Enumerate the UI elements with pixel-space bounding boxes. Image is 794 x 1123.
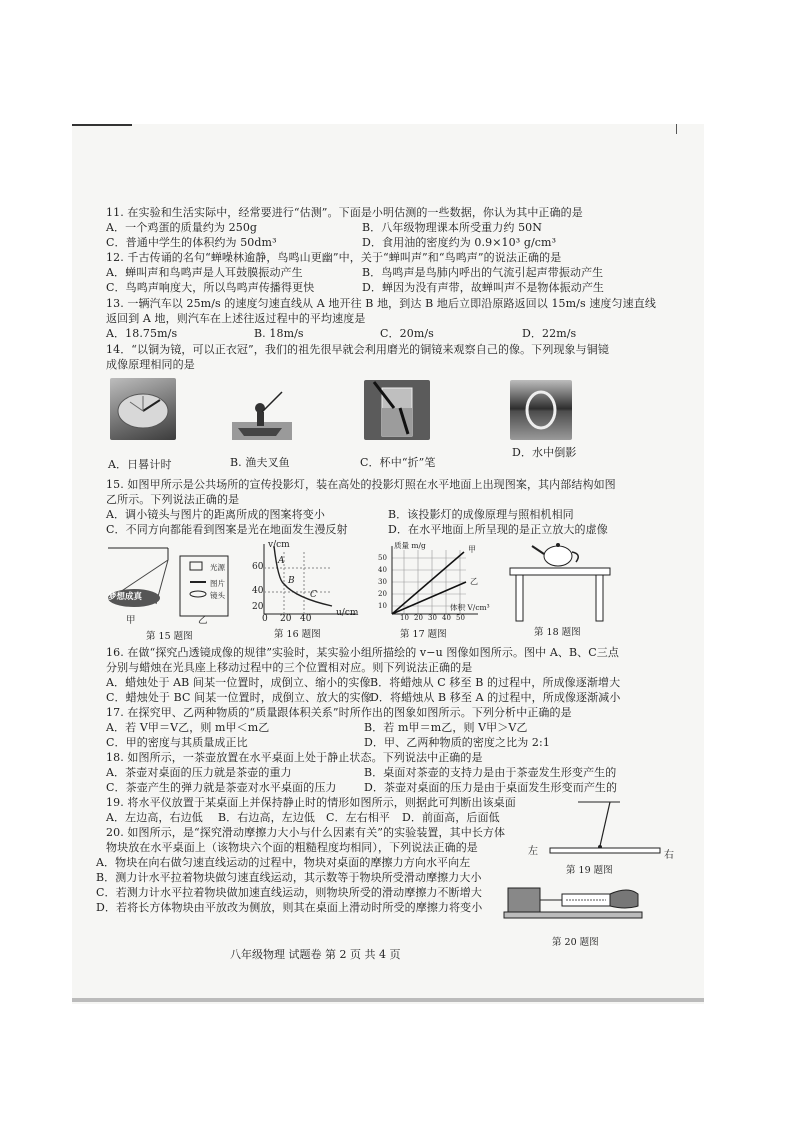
q13-option-c: C．20m/s	[380, 327, 434, 340]
page-footer: 八年级物理 试题卷 第 2 页 共 4 页	[230, 948, 401, 961]
q12-option-b: B．鸟鸣声是鸟肺内呼出的气流引起声带振动产生	[362, 266, 604, 279]
fisherman-icon	[232, 390, 292, 440]
fig18-teapot-table	[506, 540, 614, 622]
q17-stem: 17. 在探究甲、乙两种物质的“质量跟体积关系”时所作出的图象如图所示。下列分析中正确的是	[106, 706, 572, 719]
q16-option-c: C．蜡烛处于 BC 间某一位置时，成倒立、放大的实像	[106, 691, 372, 704]
fig16-point-a: A	[278, 556, 285, 566]
sundial-photo	[110, 378, 176, 440]
fig17-ytick-10: 10	[378, 602, 387, 610]
fig16-vu-graph	[252, 540, 362, 624]
fig16-xtick-20: 20	[280, 614, 292, 624]
fig17-ytick-50: 50	[378, 554, 387, 562]
q11-option-d: D．食用油的密度约为 0.9×10³ g/cm³	[362, 236, 557, 249]
sundial-icon	[110, 378, 176, 440]
q15-stem-line1: 15. 如图甲所示是公共场所的宣传投影灯，装在高处的投影灯照在水平地面上出现图案，其内部结构如图	[106, 478, 616, 491]
q20-option-a: A．物块在向右做匀速直线运动的过程中，物块对桌面的摩擦力方向水平向左	[96, 856, 471, 869]
fig15-label-yi: 乙	[198, 615, 208, 626]
q12-option-d: D．蝉因为没有声带，故蝉叫声不是物体振动产生	[362, 281, 605, 294]
q20-stem-line1: 20. 如图所示，是“探究滑动摩擦力大小与什么因素有关”的实验装置，其中长方体	[106, 826, 506, 839]
fig17-xtick-40: 40	[442, 614, 451, 622]
friction-setup-svg	[500, 876, 646, 928]
q19-stem: 19. 将水平仪放置于某桌面上并保持静止时的情形如图所示，则据此可判断出该桌面	[106, 796, 516, 809]
q12-stem: 12. 千古传诵的名句“蝉噪林逾静，鸟鸣山更幽”中，关于“蝉叫声”和“鸟鸣声”的说法正确的是	[106, 251, 562, 264]
q11-option-b: B．八年级物理课本所受重力约 50N	[362, 221, 543, 234]
q16-stem-line1: 16. 在做“探究凸透镜成像的规律”实验时，某实验小组所描绘的 v−u 图像如图所示。图中 A、B、C三点	[106, 646, 619, 659]
q18-option-a: A．茶壶对桌面的压力就是茶壶的重力	[106, 766, 292, 779]
fig17-xtick-10: 10	[400, 614, 409, 622]
fig16-ytick-20: 20	[252, 602, 264, 612]
fig19-level	[520, 794, 680, 861]
fig15-part-lens: 镜头	[210, 591, 225, 600]
q13-option-d: D．22m/s	[522, 327, 577, 340]
fig17-ytick-40: 40	[378, 566, 387, 574]
fig17-caption: 第 17 题图	[400, 629, 447, 640]
q19-option-d: D．前面高，后面低	[402, 811, 500, 824]
fig19-caption: 第 19 题图	[566, 865, 613, 876]
q12-option-c: C．鸟鸣声响度大，所以鸟鸣声传播得更快	[106, 281, 315, 294]
fig15-sign-text: 梦想成真	[108, 592, 143, 602]
fig17-ytick-20: 20	[378, 590, 387, 598]
q13-stem-line1: 13. 一辆汽车以 25m/s 的速度匀速直线从 A 地开往 B 地，到达 B 地后立即沿原路返回以 15m/s 速度匀速直线	[106, 297, 656, 310]
q15-stem-line2: 乙所示。下列说法正确的是	[106, 493, 240, 506]
fig16-ylabel: v/cm	[268, 540, 290, 550]
q13-option-b: B. 18m/s	[254, 327, 304, 340]
q11-option-a: A．一个鸡蛋的质量约为 250g	[106, 221, 258, 234]
fig16-xlabel: u/cm	[336, 608, 359, 618]
fig17-ylabel: 质量 m/g	[394, 541, 426, 550]
level-svg	[520, 794, 680, 856]
fig17-series-yi: 乙	[470, 577, 478, 586]
fig17-ytick-30: 30	[378, 578, 387, 586]
fig19-right-label: 右	[664, 850, 674, 861]
q15-option-d: D．在水平地面上所呈现的是正立放大的虚像	[388, 523, 608, 536]
fig16-caption: 第 16 题图	[274, 629, 321, 640]
cup-pencil-photo	[364, 380, 430, 440]
q13-stem-line2: 返回到 A 地，则汽车在上述往返过程中的平均速度是	[106, 312, 366, 325]
q12-option-a: A．蝉叫声和鸟鸣声是人耳鼓膜振动产生	[106, 266, 303, 279]
q16-option-b: B．将蜡烛从 C 移至 B 的过程中，所成像逐渐增大	[370, 676, 621, 689]
q15-option-a: A．调小镜头与图片的距离所成的图案将变小	[106, 508, 325, 521]
q15-option-c: C．不同方向都能看到图案是光在地面发生漫反射	[106, 523, 348, 536]
q14-option-a: A．日晷计时	[108, 458, 172, 471]
fig16-xtick-0: 0	[262, 614, 268, 624]
q18-option-b: B．桌面对茶壶的支持力是由于茶壶发生形变产生的	[364, 766, 617, 779]
q14-option-d: D．水中倒影	[512, 446, 577, 459]
q18-stem: 18. 如图所示，一茶壶放置在水平桌面上处于静止状态。下列说法中正确的是	[106, 751, 483, 764]
fig17-xtick-30: 30	[428, 614, 437, 622]
fig15-caption: 第 15 题图	[146, 631, 193, 642]
q17-option-d: D．甲、乙两种物质的密度之比为 2:1	[364, 736, 550, 749]
q20-stem-line2: 物块放在水平桌面上（该物块六个面的粗糙程度均相同），下列说法正确的是	[106, 841, 478, 854]
fig15-part-slide: 图片	[210, 579, 225, 588]
q18-option-d: D．茶壶对桌面的压力是由于桌面发生形变而产生的	[364, 781, 618, 794]
bent-pencil-icon	[364, 380, 430, 440]
fig20-caption: 第 20 题图	[552, 937, 599, 948]
q14-option-b: B. 渔夫叉鱼	[230, 456, 290, 469]
q20-option-d: D．若将长方体物块由平放改为侧放，则其在桌面上滑动时所受的摩擦力将变小	[96, 901, 483, 914]
top-rule	[72, 124, 132, 126]
q17-option-b: B．若 m甲＝m乙，则 V甲＞V乙	[364, 721, 528, 734]
fig17-mass-volume-graph	[378, 540, 490, 622]
q11-option-c: C．普通中学生的体积约为 50dm³	[106, 236, 277, 249]
q17-option-a: A．若 V甲＝V乙，则 m甲＜m乙	[106, 721, 270, 734]
q19-option-a: A．左边高，右边低	[106, 811, 203, 824]
fig17-xtick-20: 20	[414, 614, 423, 622]
fig16-xtick-40: 40	[300, 614, 312, 624]
q17-option-c: C．甲的密度与其质量成正比	[106, 736, 248, 749]
q20-option-c: C．若测力计水平拉着物块做加速直线运动，则物块所受的滑动摩擦力不断增大	[96, 886, 482, 899]
fig15-label-jia: 甲	[126, 615, 136, 626]
q16-option-a: A．蜡烛处于 AB 间某一位置时，成倒立、缩小的实像	[106, 676, 371, 689]
fisherman-photo	[232, 390, 292, 440]
fig17-xtick-50: 50	[456, 614, 465, 622]
fig16-point-b: B	[288, 576, 295, 586]
q19-option-c: C．左右相平	[326, 811, 391, 824]
fig17-xlabel: 体积 V/cm³	[450, 603, 490, 612]
fig16-ytick-40: 40	[252, 586, 264, 596]
q18-option-c: C．茶壶产生的弹力就是茶壶对水平桌面的压力	[106, 781, 337, 794]
q20-option-b: B．测力计水平拉着物块做匀速直线运动，其示数等于物块所受滑动摩擦力大小	[96, 871, 482, 884]
q15-option-b: B．该投影灯的成像原理与照相机相同	[388, 508, 574, 521]
q14-stem-line2: 成像原理相同的是	[106, 358, 195, 371]
q11-stem: 11. 在实验和生活实际中，经常要进行“估测”。下面是小明估测的一些数据，你认为其中正确的是	[106, 206, 583, 219]
fig16-point-c: C	[310, 590, 317, 600]
q14-option-c: C．杯中“折”笔	[360, 456, 436, 469]
fig15-part-light: 光源	[210, 563, 225, 572]
fig17-series-jia: 甲	[468, 545, 476, 554]
bottom-rule	[72, 998, 704, 1002]
fig19-left-label: 左	[528, 846, 538, 857]
fig15-projector	[104, 544, 234, 624]
edge-mark	[676, 124, 677, 134]
fig18-caption: 第 18 题图	[534, 627, 581, 638]
fig16-ytick-60: 60	[252, 562, 264, 572]
q19-option-b: B．右边高，左边低	[218, 811, 315, 824]
water-reflection-photo	[510, 380, 572, 440]
q16-option-d: D．将蜡烛从 B 移至 A 的过程中，所成像逐渐减小	[370, 691, 621, 704]
q16-stem-line2: 分别与蜡烛在光具座上移动过程中的三个位置相对应。则下列说法正确的是	[106, 661, 473, 674]
q13-option-a: A．18.75m/s	[106, 327, 178, 340]
teapot-table-svg	[506, 540, 614, 622]
bridge-reflection-icon	[510, 380, 572, 440]
q14-stem-line1: 14．“以铜为镜，可以正衣冠”，我们的祖先很早就会利用磨光的铜镜来观察自己的像。下列现象与铜镜	[106, 343, 609, 356]
fig20-friction-setup	[500, 876, 646, 928]
